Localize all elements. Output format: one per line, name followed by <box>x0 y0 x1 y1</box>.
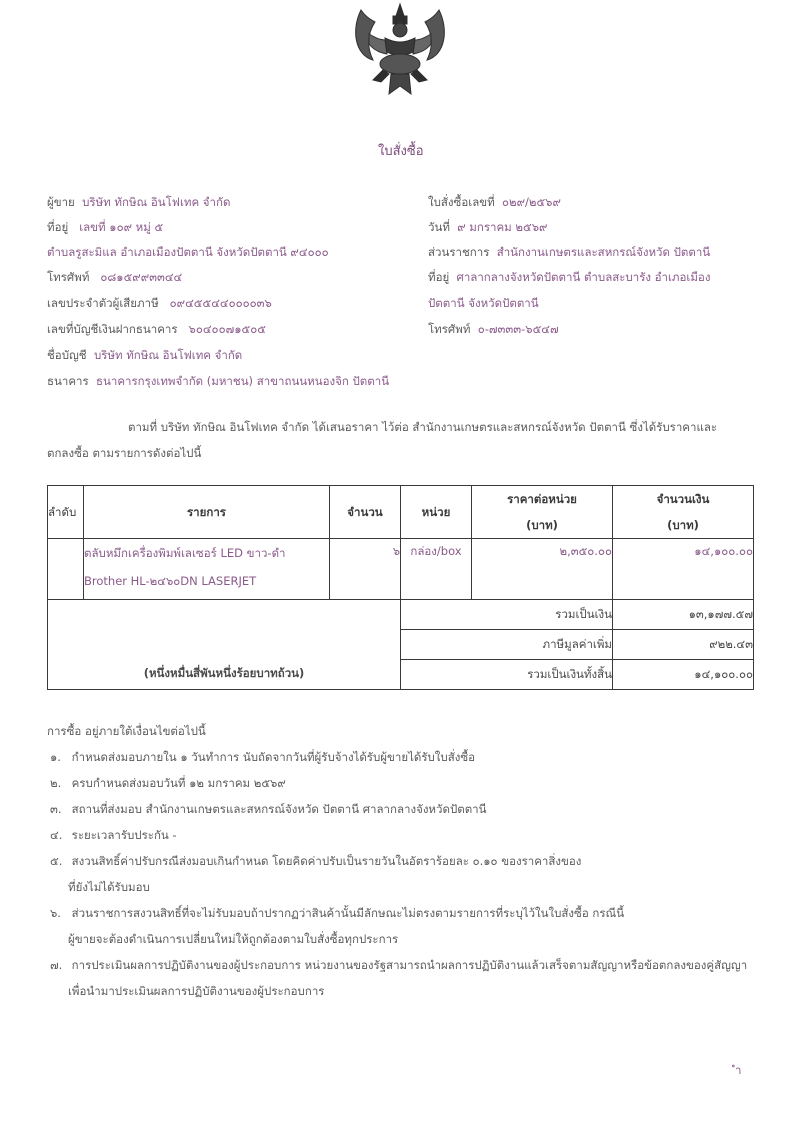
seller-account-name: บริษัท ทักษิณ อินโฟเทค จำกัด <box>93 348 243 362</box>
grand-total-label: รวมเป็นเงินทั้งสิ้น <box>401 660 613 690</box>
seller-bank-account: ๖๐๔๐๐๗๑๕๐๕ <box>188 322 266 336</box>
seller-address-label: ที่อยู่ <box>47 220 69 234</box>
seller-phone: ๐๘๑๕๙๙๓๓๔๔ <box>100 270 183 284</box>
page-mark: ำ <box>735 1063 742 1077</box>
condition-item-3: ๓. สถานที่ส่งมอบ สำนักงานเกษตรและสหกรณ์จังหวัด ปัตตานี ศาลากลางจังหวัดปัตตานี <box>50 802 487 816</box>
seller-tax-id-label: เลขประจำตัวผู้เสียภาษี <box>47 296 159 310</box>
order-date: ๙ มกราคม ๒๕๖๙ <box>457 220 548 234</box>
intro-line1: ตามที่ บริษัท ทักษิณ อินโฟเทค จำกัด ได้เสนอราคา ไว้ต่อ สำนักงานเกษตรและสหกรณ์จังหวัด ปัตตานี ซึ่งได้รับราคาและ <box>128 420 718 434</box>
agency-row <box>428 245 710 259</box>
po-number: ๐๒๙/๒๕๖๙ <box>502 195 561 209</box>
seller-bank-account-row <box>47 322 266 336</box>
seller-name-row <box>47 195 230 209</box>
items-table <box>47 485 754 690</box>
po-number-label: ใบสั่งซื้อเลขที่ <box>428 195 495 209</box>
table-row <box>48 539 754 600</box>
order-date-row <box>428 220 547 234</box>
row-qty: ๖ <box>330 539 401 600</box>
condition-item-4: ๔. ระยะเวลารับประกัน - <box>50 828 177 842</box>
header-unit: หน่วย <box>401 486 472 539</box>
header-qty: จำนวน <box>330 486 401 539</box>
header-unit-price <box>472 486 613 539</box>
row-item <box>84 539 330 600</box>
seller-account-name-row <box>47 348 242 362</box>
agency-address-row <box>428 270 710 284</box>
agency-address-line2: ปัตตานี จังหวัดปัตตานี <box>428 296 539 310</box>
header-amount-line2: (บาท) <box>667 518 699 532</box>
document-title: ใบสั่งซื้อ <box>378 144 424 159</box>
agency-phone-row <box>428 322 559 336</box>
grand-total-value: ๑๔,๑๐๐.๐๐ <box>613 660 754 690</box>
agency-phone: ๐-๗๓๓๓-๖๕๔๗ <box>477 322 559 336</box>
vat-label: ภาษีมูลค่าเพิ่ม <box>401 630 613 660</box>
header-amount <box>613 486 754 539</box>
condition-item-7: ๗. การประเมินผลการปฏิบัติงานของผู้ประกอบการ หน่วยงานของรัฐสามารถนำผลการปฏิบัติงานแล้วเสร็จตามสัญญาหรือข้อตกลงของคู่สัญญา <box>50 958 748 972</box>
seller-address-row <box>47 220 163 234</box>
header-no: ลำดับ <box>48 486 84 539</box>
seller-name-label: ผู้ขาย <box>47 195 75 209</box>
condition-item-5-line2: ที่ยังไม่ได้รับมอบ <box>68 880 150 894</box>
seller-tax-id: ๐๙๔๕๕๔๔๐๐๐๐๓๖ <box>169 296 272 310</box>
header-unit-price-line1: ราคาต่อหน่วย <box>507 492 577 506</box>
row-amount: ๑๔,๑๐๐.๐๐ <box>613 539 754 600</box>
seller-phone-row <box>47 270 182 284</box>
garuda-emblem-icon <box>349 0 451 98</box>
condition-item-2: ๒. ครบกำหนดส่งมอบวันที่ ๑๒ มกราคม ๒๕๖๙ <box>50 776 286 790</box>
seller-tax-id-row <box>47 296 272 310</box>
row-unit-price: ๒,๓๕๐.๐๐ <box>472 539 613 600</box>
conditions-heading: การซื้อ อยู่ภายใต้เงื่อนไขต่อไปนี้ <box>47 724 206 738</box>
seller-address-line1: เลขที่ ๑๐๙ หมู่ ๕ <box>79 220 164 234</box>
seller-address-line2: ตำบลรูสะมิแล อำเภอเมืองปัตตานี จังหวัดปัตตานี ๙๔๐๐๐ <box>47 245 329 259</box>
agency: สำนักงานเกษตรและสหกรณ์จังหวัด ปัตตานี <box>496 245 711 259</box>
subtotal-label: รวมเป็นเงิน <box>401 600 613 630</box>
header-unit-price-line2: (บาท) <box>526 518 558 532</box>
seller-phone-label: โทรศัพท์ <box>47 270 90 284</box>
subtotal-value: ๑๓,๑๗๗.๕๗ <box>613 600 754 630</box>
row-no <box>48 539 84 600</box>
agency-label: ส่วนราชการ <box>428 245 490 259</box>
seller-bank-row <box>47 374 389 388</box>
order-date-label: วันที่ <box>428 220 450 234</box>
condition-item-7-line2: เพื่อนำมาประเมินผลการปฏิบัติงานของผู้ประกอบการ <box>68 984 325 998</box>
amount-in-words: (หนึ่งหมื่นสี่พันหนึ่งร้อยบาทถ้วน) <box>48 600 401 690</box>
seller-account-name-label: ชื่อบัญชี <box>47 348 87 362</box>
po-number-row <box>428 195 561 209</box>
table-header-row <box>48 486 754 539</box>
seller-bank-label: ธนาคาร <box>47 374 89 388</box>
condition-item-6-line2: ผู้ขายจะต้องดำเนินการเปลี่ยนใหม่ให้ถูกต้องตามใบสั่งซื้อทุกประการ <box>68 932 399 946</box>
agency-phone-label: โทรศัพท์ <box>428 322 471 336</box>
row-item-line2: Brother HL-๒๔๖๐DN LASERJET <box>84 574 257 588</box>
condition-item-1: ๑. กำหนดส่งมอบภายใน ๑ วันทำการ นับถัดจากวันที่ผู้รับจ้างได้รับผู้ขายได้รับใบสั่งซื้อ <box>50 750 476 764</box>
seller-bank-account-label: เลขที่บัญชีเงินฝากธนาคาร <box>47 322 178 336</box>
agency-address-label: ที่อยู่ <box>428 270 450 284</box>
header-item: รายการ <box>84 486 330 539</box>
intro-line2: ตกลงซื้อ ตามรายการดังต่อไปนี้ <box>47 446 202 460</box>
condition-item-5: ๕. สงวนสิทธิ์ค่าปรับกรณีส่งมอบเกินกำหนด โดยคิดค่าปรับเป็นรายวันในอัตราร้อยละ ๐.๑๐ ของราคาสิ่งของ <box>50 854 582 868</box>
row-item-line1: ตลับหมึกเครื่องพิมพ์เลเซอร์ LED ขาว-ดำ <box>84 546 286 560</box>
condition-item-6: ๖. ส่วนราชการสงวนสิทธิ์ที่จะไม่รับมอบถ้าปรากฏว่าสินค้านั้นมีลักษณะไม่ตรงตามรายการที่ระบุไว้ในใบสั่งซื้อ กรณีนี้ <box>50 906 625 920</box>
vat-value: ๙๒๒.๔๓ <box>613 630 754 660</box>
header-amount-line1: จำนวนเงิน <box>656 492 710 506</box>
agency-address-line1: ศาลากลางจังหวัดปัตตานี ตำบลสะบารัง อำเภอเมือง <box>456 270 711 284</box>
seller-bank: ธนาคารกรุงเทพจำกัด (มหาชน) สาขาถนนหนองจิก ปัตตานี <box>95 374 390 388</box>
subtotal-row <box>48 600 754 630</box>
row-unit: กล่อง/box <box>401 539 472 600</box>
seller-name: บริษัท ทักษิณ อินโฟเทค จำกัด <box>82 195 231 209</box>
